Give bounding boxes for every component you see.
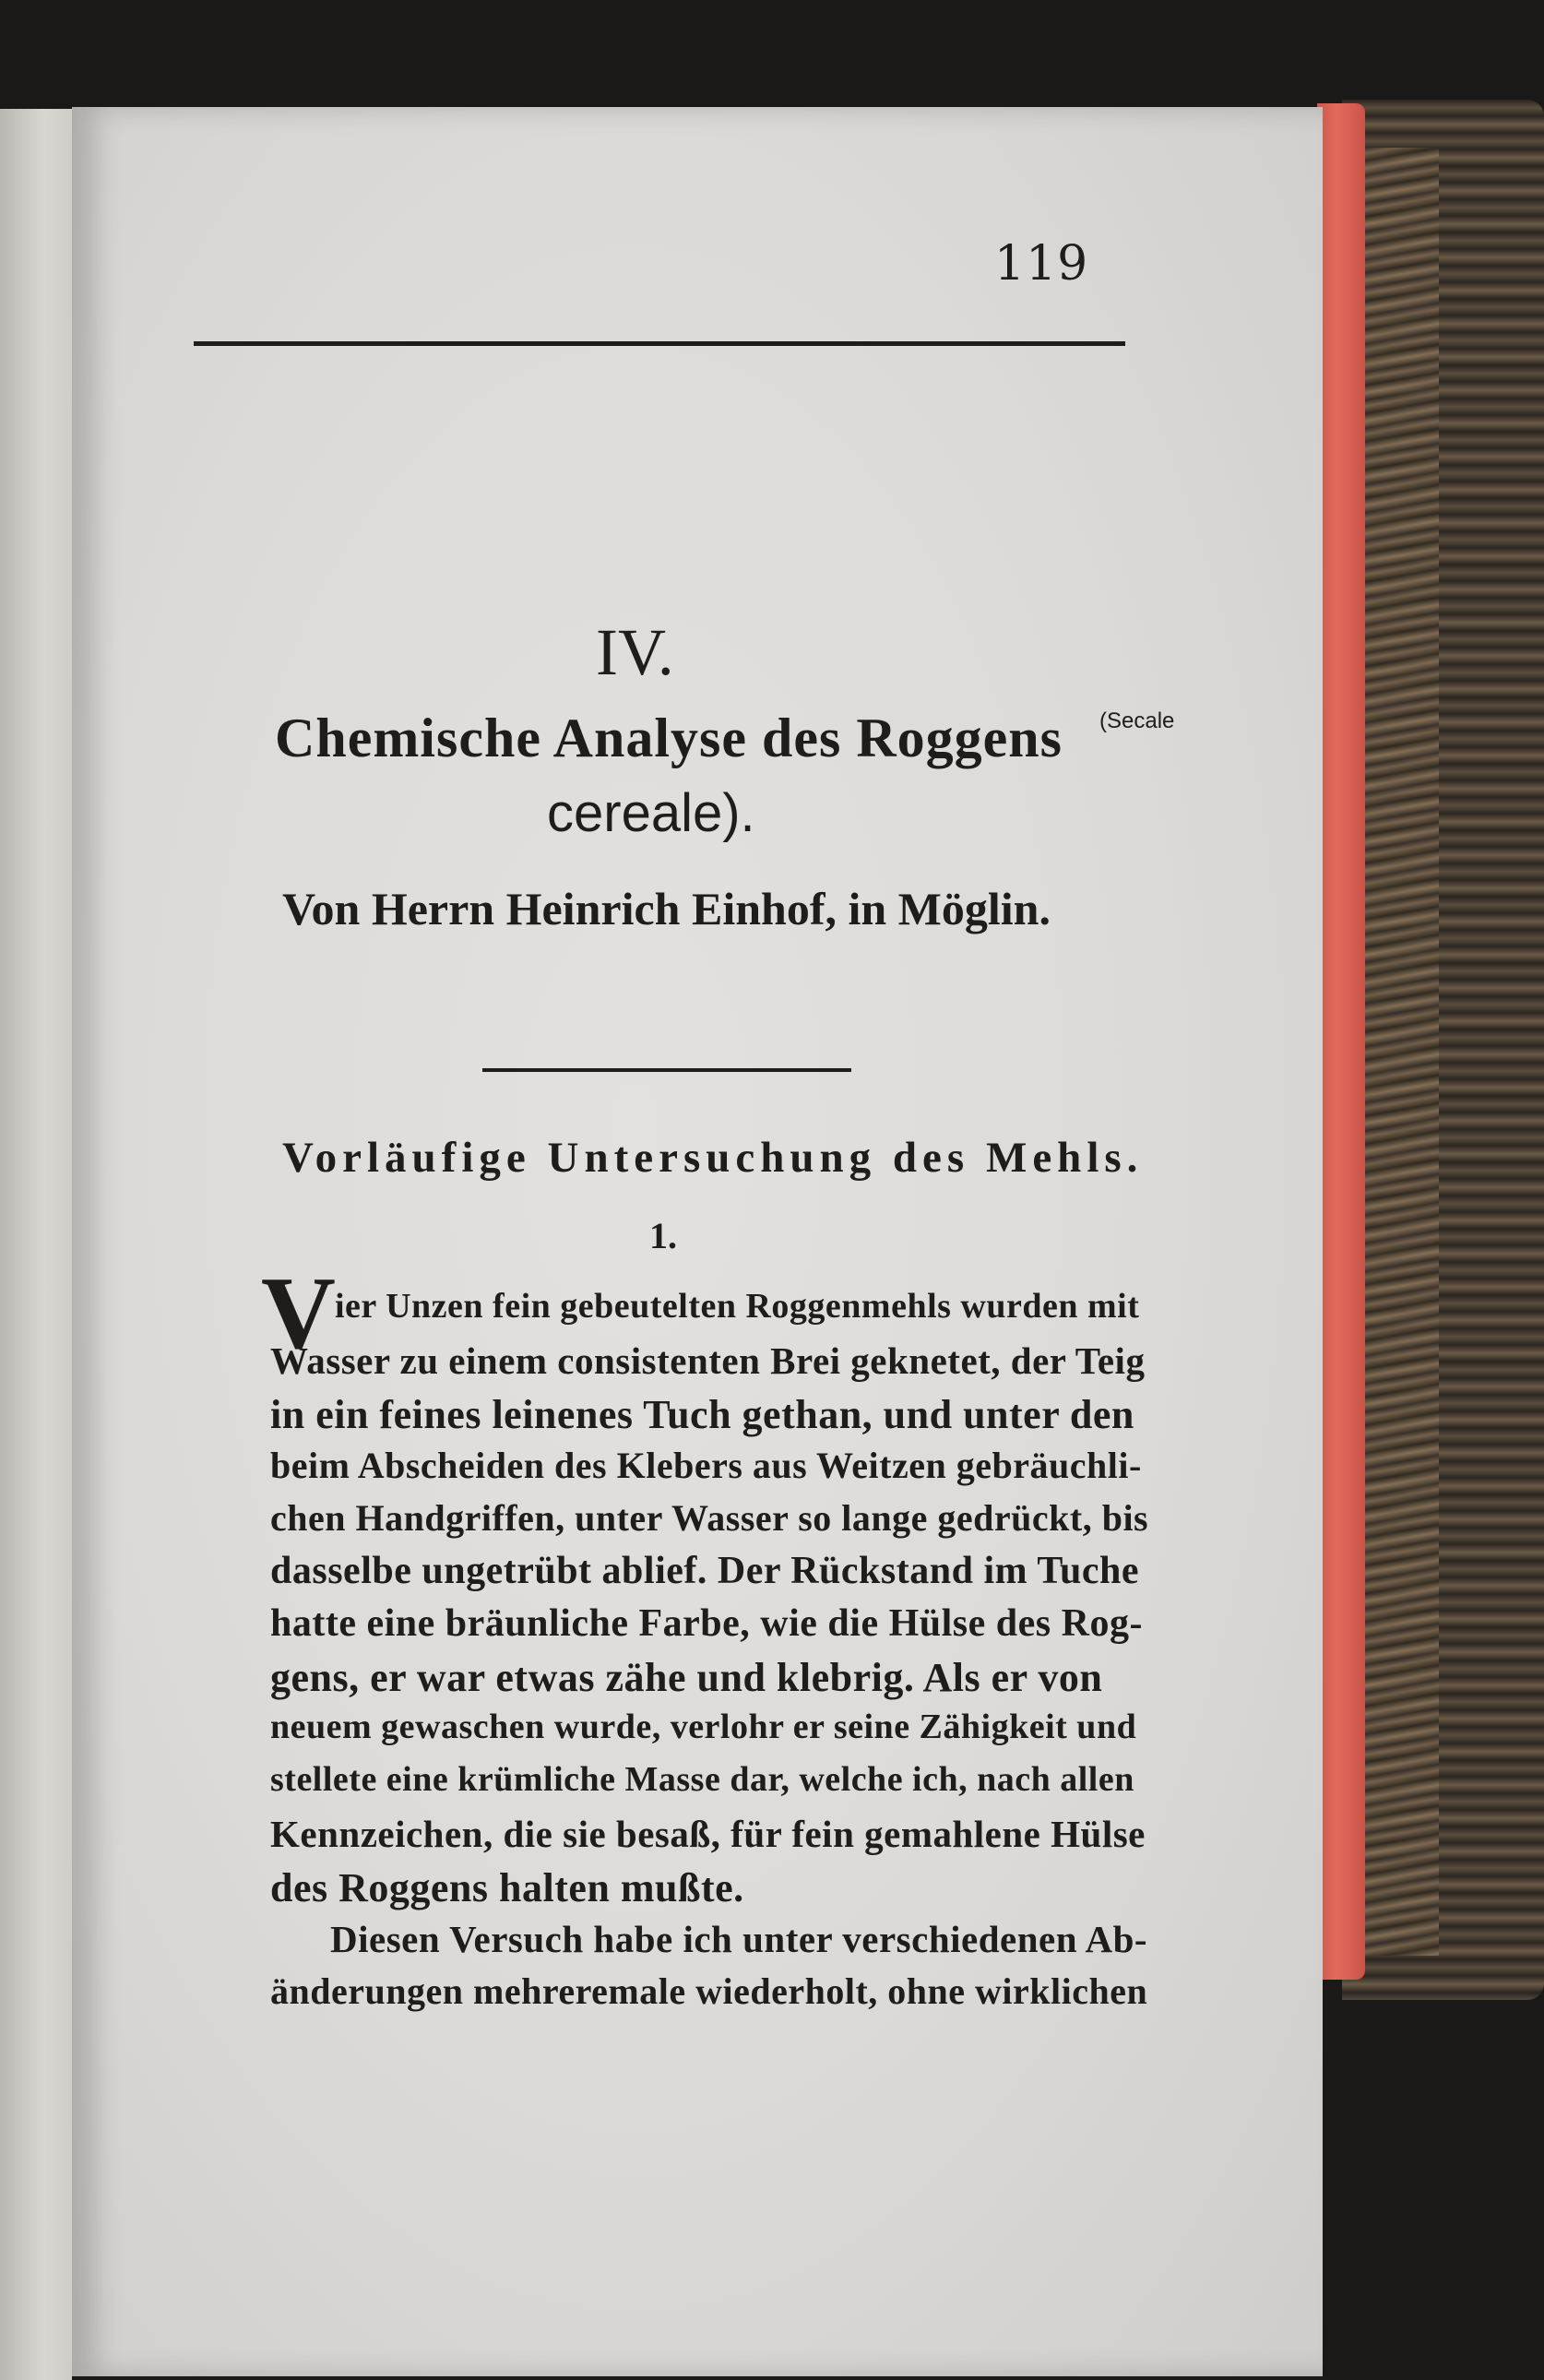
body-line: Diesen Versuch habe ich unter verschiedenen Ab-: [330, 1918, 1148, 1960]
body-line: ier Unzen fein gebeutelten Roggenmehls wurden mit: [335, 1287, 1140, 1326]
body-line: dasselbe ungetrübt ablief. Der Rückstand im Tuche: [270, 1550, 1140, 1592]
body-line: Kennzeichen, die sie besaß, für fein gemahlene Hülse: [270, 1813, 1146, 1855]
article-title-latin: (Secale: [1099, 708, 1175, 733]
left-page-edge: [0, 109, 72, 2380]
body-line: gens, er war etwas zähe und klebrig. Als er von: [270, 1655, 1103, 1700]
section-rule: [482, 1068, 851, 1072]
article-title: Chemische Analyse des Roggens: [275, 708, 1063, 768]
author-line: Von Herrn Heinrich Einhof, in Möglin.: [282, 883, 1051, 934]
body-line: Wasser zu einem consistenten Brei geknetet, der Teig: [270, 1339, 1146, 1382]
body-line: des Roggens halten mußte.: [270, 1865, 744, 1910]
body-line: neuem gewaschen wurde, verlohr er seine Zähigkeit und: [270, 1708, 1137, 1746]
body-line: in ein feines leinenes Tuch gethan, und unter den: [270, 1392, 1134, 1437]
chapter-number: IV.: [596, 615, 674, 689]
article-title-latin-continued: cereale).: [547, 783, 755, 843]
body-line: chen Handgriffen, unter Wasser so lange gedrückt, bis: [270, 1497, 1149, 1539]
section-heading: Vorläufige Untersuchung des Mehls.: [282, 1134, 1144, 1182]
body-line: hatte eine bräunliche Farbe, wie die Hülse des Rog-: [270, 1602, 1143, 1645]
header-rule: [194, 341, 1125, 346]
body-line: beim Abscheiden des Klebers aus Weitzen gebräuchli-: [270, 1445, 1142, 1486]
red-page-edge: [1317, 103, 1365, 1980]
book-spine-texture: [1365, 148, 1439, 1956]
page-number: 119: [994, 236, 1089, 292]
paragraph-number: 1.: [649, 1215, 677, 1256]
book-page: [72, 107, 1323, 2376]
body-line: änderungen mehreremale wiederholt, ohne wirklichen: [270, 1970, 1148, 2012]
drop-cap: V: [261, 1256, 336, 1371]
body-line: stellete eine krümliche Masse dar, welche ich, nach allen: [270, 1760, 1134, 1799]
